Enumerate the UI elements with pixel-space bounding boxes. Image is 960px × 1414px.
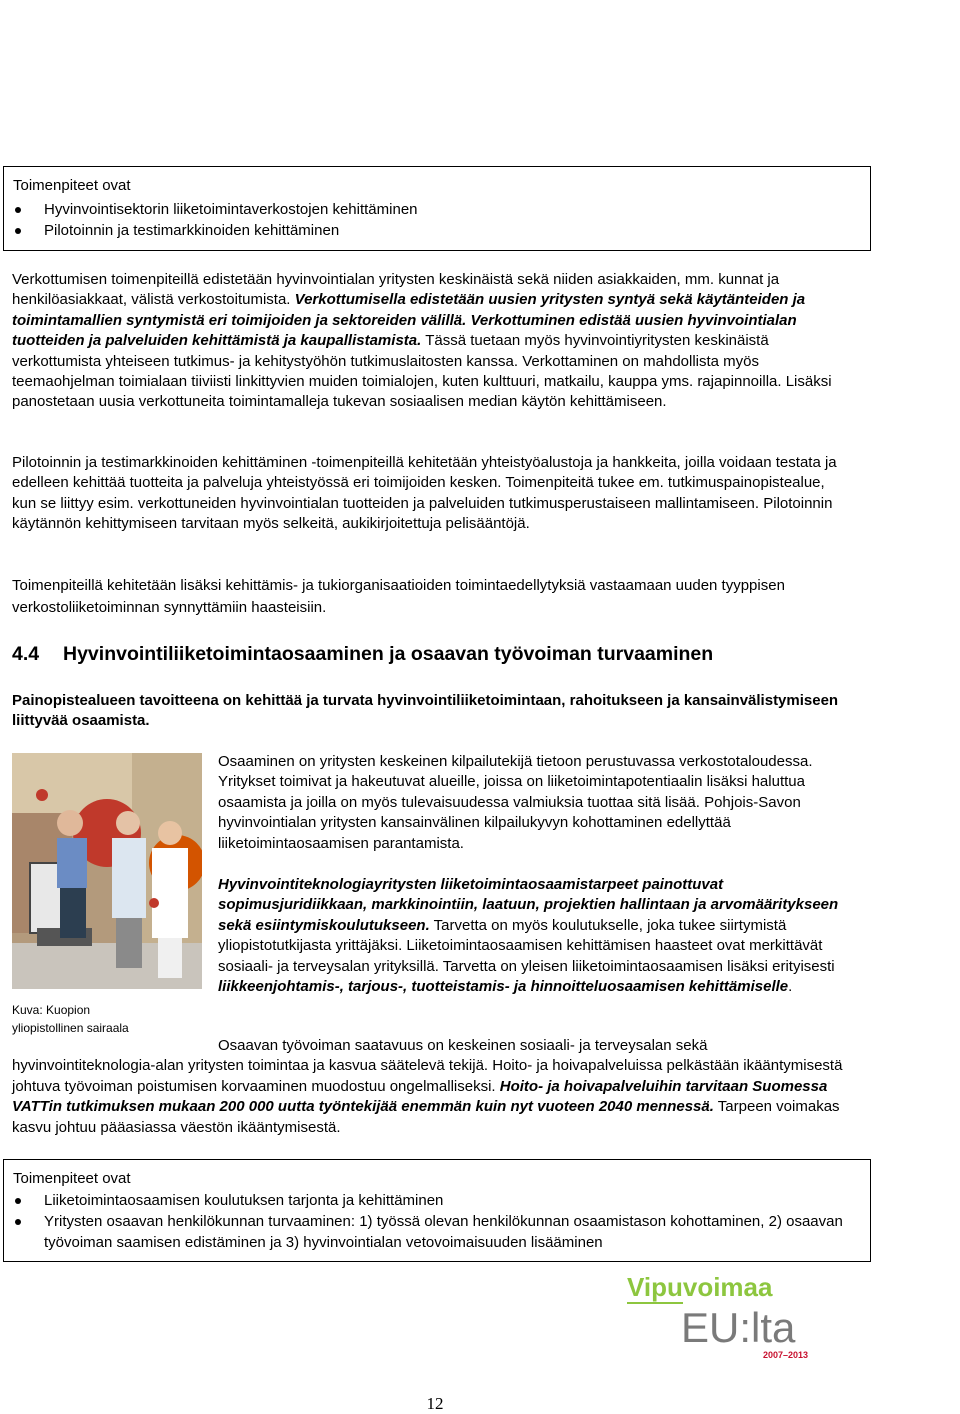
list-item: [4, 1190, 864, 1211]
section-lead: Painopistealueen tavoitteena on kehittää ja turvata hyvinvointiliiketoimintaan, rahoitukseen ja kansainvälistymiseen liittyvää osaamista.: [12, 692, 839, 730]
list-item-text: Pilotoinnin ja testimarkkinoiden kehittäminen: [44, 222, 340, 239]
vipuvoimaa-eu-logo: [625, 1270, 825, 1362]
bullet-icon: [15, 1198, 21, 1204]
hospital-photo: [12, 753, 202, 989]
svg-text:2007–2013: 2007–2013: [763, 1350, 809, 1360]
photo-illustration: [12, 753, 202, 989]
box-title: Toimenpiteet ovat: [13, 1170, 131, 1187]
measures-list: [4, 199, 418, 241]
paragraph-text: Tässä tuetaan myös hyvinvointiyritysten keskinäistä verkottumista yhteiseen tutkimus- ja kehitystyöhön tutkimuslaitosten kanssa. Verkottaminen on mahdollista myös teemaohjelman toimialaan tiiviisti linkittyvien muiden toimialojen, kuten kulttuuri, matkailu, kauppa yms. rajapinnoilla. Lisäksi panostetaan uusia verkottuneita toimintamalleja tukevan sosiaalisen median käytön kehittämiseen.: [12, 332, 832, 411]
list-item: [4, 199, 418, 220]
box-title: Toimenpiteet ovat: [13, 177, 131, 194]
paragraph-text: Verkottumisen toimenpiteillä edistetään hyvinvointialan yritysten keskinäistä sekä niiden asiakkaiden, mm. kunnat ja henkilöasiakkaat, välistä verkostoitumista.: [12, 271, 780, 309]
svg-text:EU:lta: EU:lta: [681, 1304, 796, 1351]
paragraph-support-orgs: Toimenpiteillä kehitetään lisäksi kehittämis- ja tukiorganisaatioiden toimintaedellytyksiä vastaamaan uuden tyyppisen verkostoliiketoiminnan synnyttämiin haasteisiin.: [12, 577, 785, 616]
measures-list: [4, 1190, 864, 1253]
section-title: Hyvinvointiliiketoimintaosaaminen ja osaavan työvoiman turvaaminen: [63, 643, 714, 665]
bullet-icon: [15, 228, 21, 234]
paragraph-text: .: [788, 978, 793, 996]
paragraph-text: Tarvetta on myös koulutukselle, joka tukee siirtymistä yliopistotutkijasta yrittäjäksi. Liiketoimintaosaamisen kehittämisen haasteet ovat merkittävät sosiaali- ja terveysalan yrityksillä. Tarvetta on yleisen liiketoimintaosaamisen lisäksi erityisesti: [218, 916, 835, 975]
paragraph-emphasis: Verkottumisella edistetään uusien yritysten syntyä sekä käytänteiden ja toimintamallien syntymistä eri toimijoiden ja sektoreiden välillä. Verkottuminen edistää uusien hyvinvointialan tuotteiden ja palveluiden kehittämistä ja kaupallistamista.: [12, 291, 806, 350]
page-number: 12: [426, 1394, 444, 1413]
list-item-text: Yritysten osaavan henkilökunnan turvaaminen: 1) työssä olevan henkilökunnan osaamistason kohottaminen, 2) osaavan työvoiman saamisen edistäminen ja 3) hyvinvointialan vetovoimaisuuden lisääminen: [44, 1213, 843, 1251]
section-number: 4.4: [12, 643, 40, 665]
paragraph-text: Osaavan työvoiman saatavuus on keskeinen sosiaali- ja terveysalan sekä hyvinvointiteknologia-alan yritysten toimintaa ja kasvua säätelevä tekijä. Hoito- ja hoivapalveluissa pelkästään ikääntymisestä johtuva työvoiman poistumisen korvaaminen muodostuu ongelmalliseksi.: [12, 1037, 843, 1095]
caption-line: yliopistollinen sairaala: [12, 1021, 129, 1035]
caption-line: Kuva: Kuopion: [12, 1003, 91, 1017]
measures-box-1: [3, 166, 871, 251]
bullet-icon: [15, 1219, 21, 1225]
paragraph-networking: [12, 270, 850, 413]
paragraph-text: Tarpeen voimakas kasvu johtuu pääasiassa väestön ikääntymisestä.: [12, 1098, 840, 1136]
paragraph-emphasis: liikkeenjohtamis-, tarjous-, tuotteistamis- ja hinnoitteluosaamisen kehittämiselle: [218, 978, 789, 996]
list-item: [4, 1211, 864, 1253]
measures-box-2: [3, 1159, 871, 1262]
svg-text:Vipuvoimaa: Vipuvoimaa: [627, 1272, 773, 1302]
paragraph-competence: Osaaminen on yritysten keskeinen kilpailutekijä tietoon perustuvassa verkostotaloudessa. Yritykset toimivat ja hakeutuvat alueille, joissa on liiketoimintapotentiaalin lisäksi haluttua osaamista ja joilla on myös tulevaisuudessa valmiuksia tuottaa sitä lisää. Pohjois-Savon hyvinvointialan yritysten kansainvälinen kilpailukyvyn kohottaminen edellyttää liiketoimintaosaamisen parantamista.: [218, 753, 813, 852]
list-item: [4, 220, 418, 241]
paragraph-tech-needs: [218, 875, 852, 997]
photo-caption: [12, 1001, 129, 1037]
paragraph-emphasis: Hyvinvointiteknologiayritysten liiketoimintaosaamistarpeet painottuvat sopimusjuridiikkaan, markkinointiin, laatuun, projektien hallintaan ja arvomääritykseen sekä esiintymiskoulutukseen.: [218, 876, 839, 934]
paragraph-emphasis: Hoito- ja hoivapalveluihin tarvitaan Suomessa VATTin tutkimuksen mukaan 200 000 uutta työntekijää enemmän kuin nyt vuoteen 2040 mennessä.: [12, 1077, 828, 1116]
paragraph-workforce: [12, 1036, 850, 1138]
list-item-text: Liiketoimintaosaamisen koulutuksen tarjonta ja kehittäminen: [44, 1192, 444, 1209]
bullet-icon: [15, 207, 21, 213]
section-heading: [12, 643, 713, 666]
logo-graphic: [625, 1270, 825, 1362]
list-item-text: Hyvinvointisektorin liiketoimintaverkostojen kehittäminen: [44, 201, 418, 218]
paragraph-piloting: Pilotoinnin ja testimarkkinoiden kehittäminen -toimenpiteillä kehitetään yhteistyöalustoja ja hankkeita, joilla voidaan testata ja edelleen kehittää tuotteita ja palveluja yhteistyössä eri toimijoiden kesken. Toimenpiteitä tukee em. tutkimuspainopistealue, kun se liittyy esim. verkottuneiden hyvinvointialan tuotteiden ja palveluiden tutkimusperustaiseen mallintamiseen. Pilotoinnin käytännön kehittymiseen tarvitaan myös selkeitä, aukikirjoitettuja pelisääntöjä.: [12, 454, 837, 533]
